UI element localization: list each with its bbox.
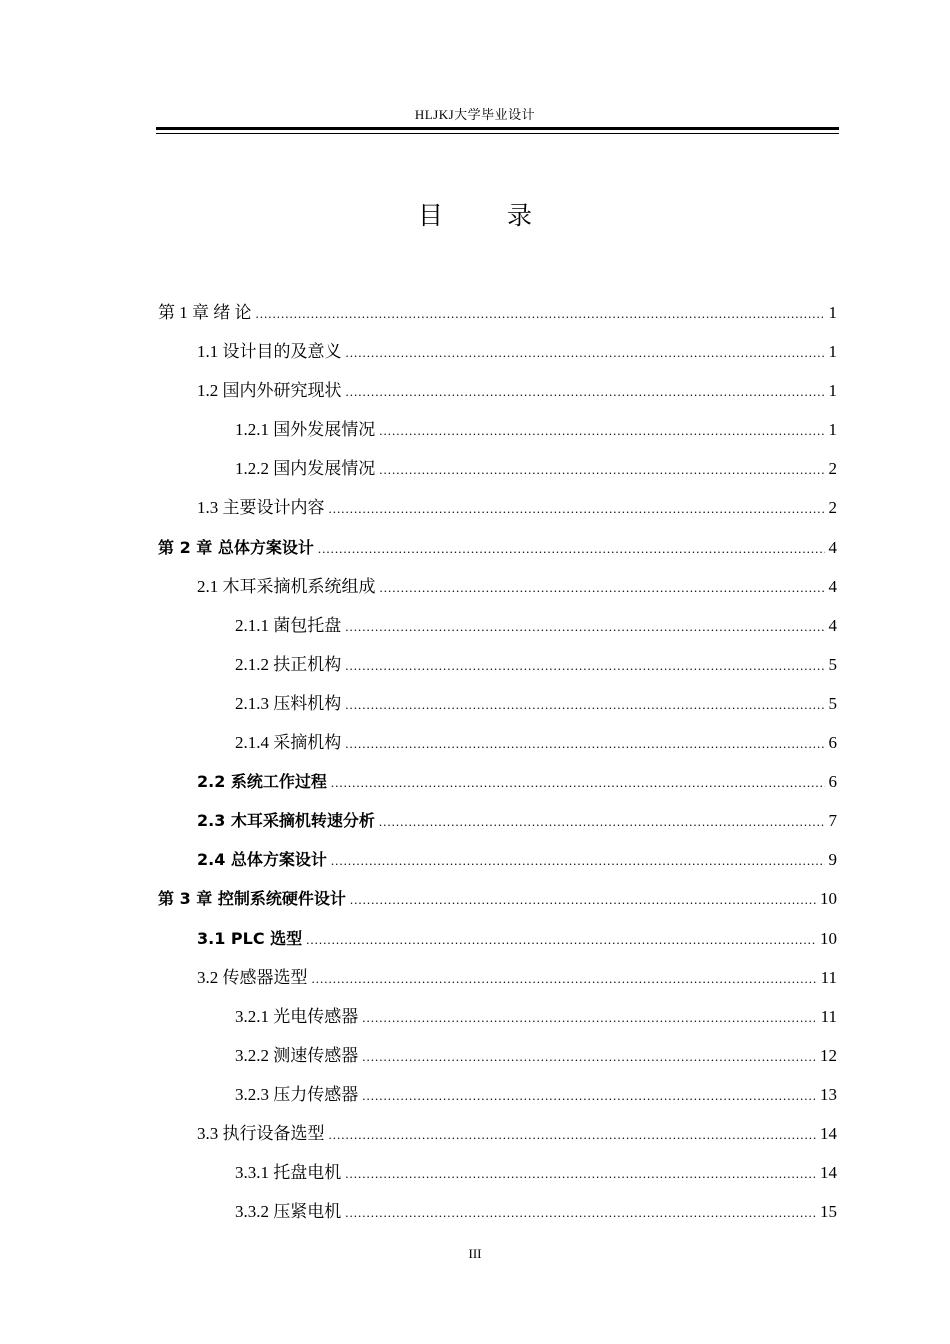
toc-entry-label: 3.2.1 光电传感器 (235, 1006, 359, 1026)
toc-entry-page: 11 (820, 967, 837, 987)
toc-leader-dots (345, 1193, 816, 1232)
toc-entry-page: 15 (820, 1202, 837, 1222)
toc-entry-label: 第 2 章 总体方案设计 (158, 537, 314, 557)
toc-entry-label: 2.1.3 压料机构 (235, 693, 342, 713)
toc-entry-label: 1.2.1 国外发展情况 (235, 420, 376, 440)
toc-entry[interactable] (158, 919, 837, 958)
toc-leader-dots (331, 763, 825, 802)
toc-entry-label: 2.4 总体方案设计 (197, 850, 327, 870)
toc-entry-page: 1 (828, 420, 837, 440)
toc-entry[interactable] (158, 645, 837, 684)
toc-entry-page: 6 (828, 772, 837, 792)
toc-entry-label: 2.1.4 采摘机构 (235, 733, 342, 753)
toc-leader-dots (329, 489, 825, 528)
toc-leader-dots (379, 450, 824, 489)
toc-leader-dots (346, 372, 825, 411)
toc-leader-dots (312, 959, 817, 998)
toc-leader-dots (350, 880, 816, 919)
toc-entry[interactable] (158, 1153, 837, 1192)
toc-entry[interactable] (158, 840, 837, 879)
toc-entry-page: 6 (828, 733, 837, 753)
toc-entry-page: 14 (820, 1123, 837, 1143)
toc-entry-page: 12 (820, 1045, 837, 1065)
header-rule-thick (156, 127, 839, 130)
toc-entry-page: 1 (828, 381, 837, 401)
toc-entry-label: 3.2.2 测速传感器 (235, 1045, 359, 1065)
toc-entry-label: 3.3.2 压紧电机 (235, 1202, 342, 1222)
table-of-contents (158, 293, 837, 1231)
toc-entry-page: 11 (820, 1006, 837, 1026)
toc-entry-page: 7 (828, 811, 837, 831)
toc-entry-page: 4 (828, 537, 837, 557)
toc-entry[interactable] (158, 958, 837, 997)
page-title: 目 录 (418, 201, 560, 230)
toc-entry-label: 2.2 系统工作过程 (197, 772, 327, 792)
toc-leader-dots (345, 1154, 816, 1193)
toc-entry[interactable] (158, 371, 837, 410)
toc-entry[interactable] (158, 1192, 837, 1231)
toc-entry[interactable] (158, 528, 837, 567)
toc-leader-dots (345, 646, 824, 685)
page-number: III (468, 1246, 482, 1261)
toc-entry-page: 2 (828, 459, 837, 479)
toc-entry[interactable] (158, 879, 837, 918)
toc-entry-label: 2.1.1 菌包托盘 (235, 615, 342, 635)
toc-entry-label: 第 3 章 控制系统硬件设计 (158, 889, 346, 909)
toc-entry-label: 2.1 木耳采摘机系统组成 (197, 576, 376, 596)
toc-entry-page: 4 (828, 615, 837, 635)
toc-entry-label: 第 1 章 绪 论 (158, 303, 252, 322)
toc-leader-dots (380, 568, 825, 607)
toc-entry[interactable] (158, 488, 837, 527)
toc-entry-page: 1 (828, 303, 837, 322)
toc-leader-dots (256, 294, 825, 333)
toc-entry[interactable] (158, 801, 837, 840)
toc-entry[interactable] (158, 293, 837, 332)
toc-entry-page: 9 (828, 850, 837, 870)
header-rule-thin (156, 133, 839, 134)
toc-leader-dots (362, 1076, 816, 1115)
toc-entry-label: 3.3 执行设备选型 (197, 1123, 325, 1143)
toc-entry-label: 1.1 设计目的及意义 (197, 342, 342, 362)
toc-leader-dots (362, 998, 816, 1037)
toc-entry-label: 3.3.1 托盘电机 (235, 1163, 342, 1183)
toc-leader-dots (331, 841, 825, 880)
toc-leader-dots (346, 333, 825, 372)
toc-entry[interactable] (158, 410, 837, 449)
toc-entry-page: 4 (828, 576, 837, 596)
running-header: HLJKJ大学毕业设计 (414, 107, 536, 122)
toc-entry-page: 1 (828, 342, 837, 362)
toc-leader-dots (379, 411, 824, 450)
toc-entry-label: 1.2 国内外研究现状 (197, 381, 342, 401)
toc-leader-dots (306, 920, 816, 959)
toc-entry[interactable] (158, 1075, 837, 1114)
toc-entry[interactable] (158, 606, 837, 645)
toc-entry[interactable] (158, 762, 837, 801)
toc-leader-dots (318, 529, 825, 568)
toc-entry-page: 14 (820, 1163, 837, 1183)
toc-leader-dots (362, 1037, 816, 1076)
toc-entry-page: 13 (820, 1084, 837, 1104)
toc-entry-page: 10 (820, 928, 837, 948)
toc-entry-page: 10 (820, 889, 837, 909)
toc-leader-dots (345, 607, 824, 646)
toc-entry[interactable] (158, 449, 837, 488)
toc-entry[interactable] (158, 1114, 837, 1153)
toc-entry-page: 2 (828, 498, 837, 518)
toc-entry-label: 2.3 木耳采摘机转速分析 (197, 811, 375, 831)
toc-entry-page: 5 (828, 693, 837, 713)
toc-entry-label: 3.2 传感器选型 (197, 967, 308, 987)
toc-leader-dots (345, 685, 824, 724)
toc-entry-label: 1.2.2 国内发展情况 (235, 459, 376, 479)
toc-entry[interactable] (158, 684, 837, 723)
toc-leader-dots (379, 802, 825, 841)
toc-entry-label: 3.2.3 压力传感器 (235, 1084, 359, 1104)
toc-entry[interactable] (158, 332, 837, 371)
toc-entry-label: 2.1.2 扶正机构 (235, 654, 342, 674)
toc-entry[interactable] (158, 567, 837, 606)
toc-entry-page: 5 (828, 654, 837, 674)
toc-entry-label: 1.3 主要设计内容 (197, 498, 325, 518)
toc-leader-dots (345, 724, 824, 763)
toc-entry-label: 3.1 PLC 选型 (197, 928, 303, 948)
toc-entry[interactable] (158, 997, 837, 1036)
toc-entry[interactable] (158, 723, 837, 762)
toc-entry[interactable] (158, 1036, 837, 1075)
toc-leader-dots (329, 1115, 817, 1154)
